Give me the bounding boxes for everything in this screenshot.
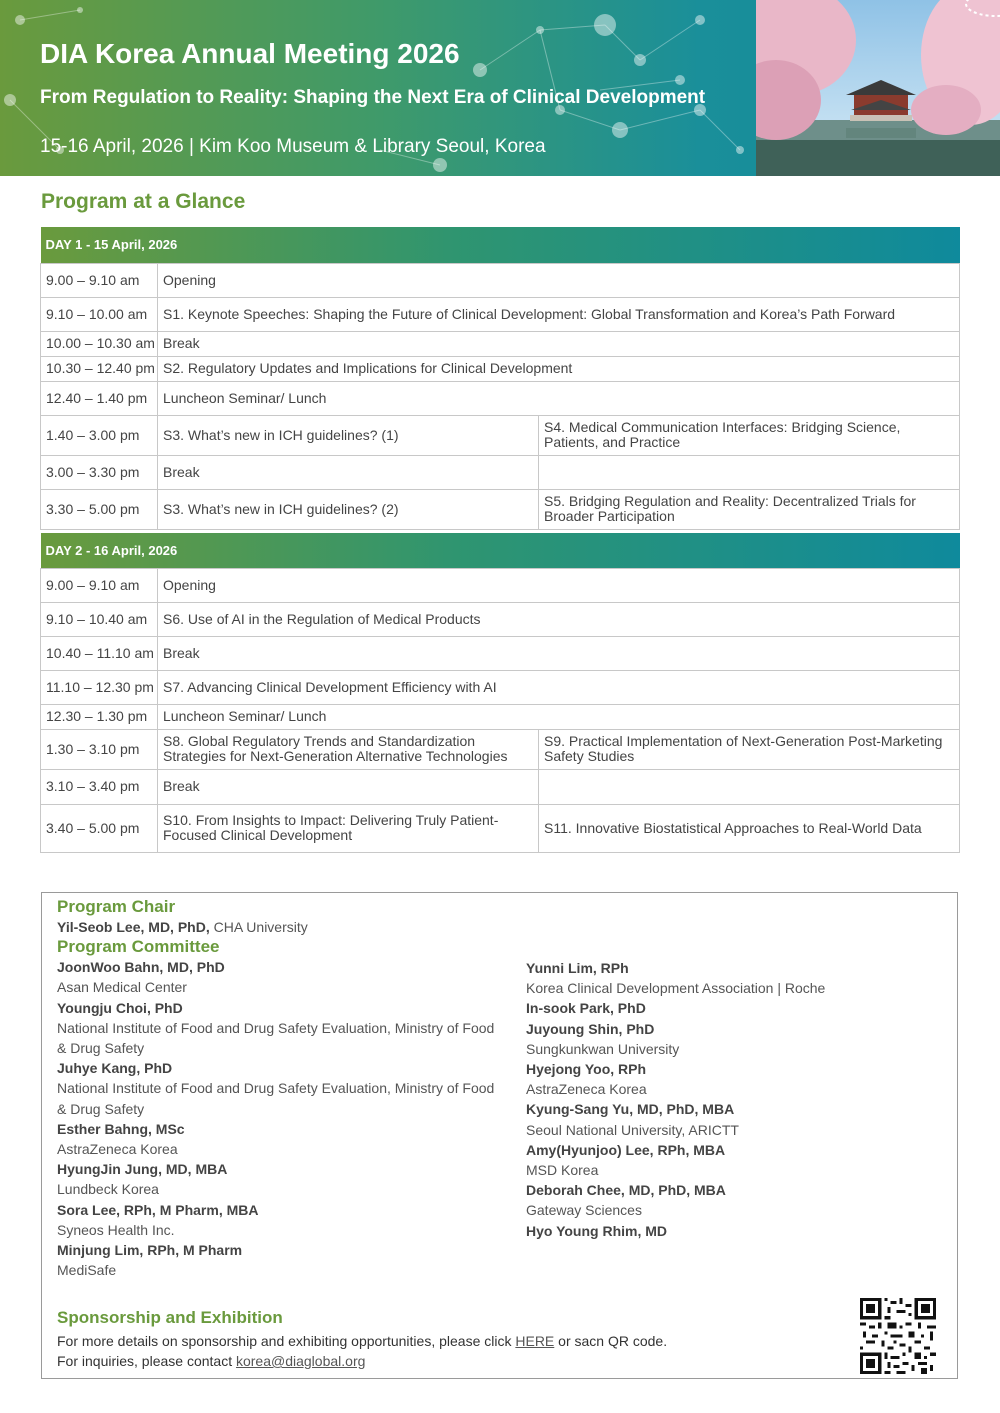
committee-sponsorship-box [41, 892, 958, 1379]
table-row [41, 331, 960, 356]
chair-affiliation: CHA University [213, 919, 308, 935]
member-name: Minjung Lim, RPh, M Pharm [57, 1242, 243, 1259]
member-entry [526, 998, 946, 1018]
member-entry [526, 1019, 946, 1059]
session-cell: Break [158, 455, 539, 489]
member-affiliation: Lundbeck Korea [57, 1181, 159, 1198]
time-cell: 9.10 – 10.00 am [41, 297, 158, 331]
table-row [41, 455, 960, 489]
event-title: DIA Korea Annual Meeting 2026 [40, 38, 460, 69]
time-cell: 9.00 – 9.10 am [41, 568, 158, 602]
session-cell-parallel: S11. Innovative Biostatistical Approaches to Real-World Data [539, 804, 960, 852]
table-row [41, 602, 960, 636]
member-name: Juyoung Shin, PhD [526, 1020, 655, 1037]
member-name: HyungJin Jung, MD, MBA [57, 1161, 228, 1178]
member-entry [526, 958, 946, 998]
member-entry [57, 1058, 497, 1119]
member-affiliation: AstraZeneca Korea [526, 1081, 647, 1098]
table-row [41, 704, 960, 729]
time-cell: 3.30 – 5.00 pm [41, 489, 158, 529]
program-glance-title: Program at a Glance [41, 190, 246, 213]
time-cell: 11.10 – 12.30 pm [41, 670, 158, 704]
program-chair-heading: Program Chair [57, 897, 176, 916]
member-entry [526, 1059, 946, 1099]
session-cell: S3. What’s new in ICH guidelines? (1) [158, 415, 539, 455]
time-cell: 1.30 – 3.10 pm [41, 729, 158, 769]
time-cell: 9.00 – 9.10 am [41, 263, 158, 297]
member-name: Juhye Kang, PhD [57, 1060, 173, 1077]
member-entry [57, 1200, 497, 1240]
session-cell-parallel [539, 455, 960, 489]
member-entry [57, 1240, 497, 1280]
member-affiliation: National Institute of Food and Drug Safety Evaluation, Ministry of Food & Drug Safety [57, 1080, 495, 1117]
session-cell: Luncheon Seminar/ Lunch [158, 381, 960, 415]
table-row [41, 415, 960, 455]
session-cell: Opening [158, 568, 960, 602]
member-affiliation: AstraZeneca Korea [57, 1141, 178, 1158]
member-affiliation: Gateway Sciences [526, 1202, 642, 1219]
time-cell: 10.00 – 10.30 am [41, 331, 158, 356]
sponsorship-text: For more details on sponsorship and exhibiting opportunities, please click [57, 1333, 516, 1349]
qr-code-image[interactable] [860, 1298, 936, 1374]
time-cell: 1.40 – 3.00 pm [41, 415, 158, 455]
table-row [41, 489, 960, 529]
event-date-venue: 15-16 April, 2026 | Kim Koo Museum & Library Seoul, Korea [40, 136, 546, 157]
member-entry [526, 1180, 946, 1220]
member-name: Esther Bahng, MSc [57, 1120, 185, 1137]
member-affiliation: MSD Korea [526, 1162, 599, 1179]
session-cell-parallel [539, 769, 960, 804]
session-cell: S6. Use of AI in the Regulation of Medical Products [158, 602, 960, 636]
member-affiliation: Korea Clinical Development Association | Roche [526, 980, 826, 997]
member-entry [526, 1221, 946, 1241]
member-affiliation: Sungkunkwan University [526, 1040, 680, 1057]
inquiries-text: For inquiries, please contact [57, 1353, 236, 1369]
member-name: In-sook Park, PhD [526, 1000, 646, 1017]
session-cell: S8. Global Regulatory Trends and Standardization Strategies for Next-Generation Alternative Technologies [158, 729, 539, 769]
time-cell: 10.30 – 12.40 pm [41, 356, 158, 381]
inquiries-line [57, 1353, 365, 1369]
member-name: Yunni Lim, RPh [526, 960, 629, 976]
session-cell: S1. Keynote Speeches: Shaping the Future of Clinical Development: Global Transformation and Korea’s Path Forward [158, 297, 960, 331]
sponsorship-heading: Sponsorship and Exhibition [57, 1308, 283, 1327]
session-cell-parallel: S5. Bridging Regulation and Reality: Decentralized Trials for Broader Participation [539, 489, 960, 529]
table-row [41, 297, 960, 331]
session-cell: S7. Advancing Clinical Development Efficiency with AI [158, 670, 960, 704]
palace-cherry-blossom-image [756, 0, 1000, 176]
member-name: JoonWoo Bahn, MD, PhD [57, 959, 225, 976]
day2-schedule-table [40, 533, 960, 853]
member-entry [526, 1140, 946, 1180]
session-cell: Luncheon Seminar/ Lunch [158, 704, 960, 729]
event-subtitle: From Regulation to Reality: Shaping the Next Era of Clinical Development [40, 87, 706, 108]
day1-header-row [41, 227, 960, 263]
table-row [41, 381, 960, 415]
session-cell: S2. Regulatory Updates and Implications for Clinical Development [158, 356, 960, 381]
session-cell: S10. From Insights to Impact: Delivering Truly Patient-Focused Clinical Development [158, 804, 539, 852]
member-entry [526, 1099, 946, 1139]
time-cell: 3.40 – 5.00 pm [41, 804, 158, 852]
sponsorship-text-end: or sacn QR code. [554, 1333, 668, 1349]
member-entry [57, 1159, 497, 1199]
contact-email-link[interactable]: korea@diaglobal.org [235, 1353, 366, 1369]
table-row [41, 729, 960, 769]
member-name: Deborah Chee, MD, PhD, MBA [526, 1182, 726, 1199]
session-cell-parallel: S9. Practical Implementation of Next-Generation Post-Marketing Safety Studies [539, 729, 960, 769]
member-name: Hyo Young Rhim, MD [526, 1222, 668, 1239]
time-cell: 3.00 – 3.30 pm [41, 455, 158, 489]
session-cell-parallel: S4. Medical Communication Interfaces: Bridging Science, Patients, and Practice [539, 415, 960, 455]
member-affiliation: MediSafe [57, 1262, 117, 1279]
member-name: Kyung-Sang Yu, MD, PhD, MBA [526, 1101, 735, 1118]
table-row [41, 804, 960, 852]
program-committee-heading: Program Committee [57, 937, 220, 957]
sponsorship-details-line [57, 1333, 667, 1349]
header-banner [0, 0, 1000, 176]
time-cell: 12.30 – 1.30 pm [41, 704, 158, 729]
session-cell: Break [158, 636, 960, 670]
program-chair-entry [57, 917, 497, 937]
member-affiliation: Seoul National University, ARICTT [526, 1121, 739, 1138]
table-row [41, 263, 960, 297]
session-cell: Break [158, 769, 539, 804]
member-entry [57, 1119, 497, 1159]
time-cell: 9.10 – 10.40 am [41, 602, 158, 636]
table-row [41, 670, 960, 704]
member-entry [57, 998, 497, 1059]
day1-schedule-table [40, 227, 960, 530]
committee-right-column [526, 958, 946, 1241]
committee-left-column [57, 897, 497, 1280]
table-row [41, 356, 960, 381]
day1-label: DAY 1 - 15 April, 2026 [41, 227, 960, 263]
member-name: Sora Lee, RPh, M Pharm, MBA [57, 1201, 259, 1218]
day2-label: DAY 2 - 16 April, 2026 [41, 533, 960, 568]
session-cell: Break [158, 331, 960, 356]
table-row [41, 636, 960, 670]
sponsorship-here-link[interactable]: HERE [515, 1333, 555, 1349]
member-affiliation: National Institute of Food and Drug Safety Evaluation, Ministry of Food & Drug Safety [57, 1019, 495, 1057]
member-name: Amy(Hyunjoo) Lee, RPh, MBA [526, 1141, 726, 1158]
member-affiliation: Asan Medical Center [57, 979, 187, 996]
member-name: Hyejong Yoo, RPh [526, 1061, 647, 1078]
session-cell: S3. What’s new in ICH guidelines? (2) [158, 489, 539, 529]
member-name: Youngju Choi, PhD [57, 999, 183, 1016]
time-cell: 10.40 – 11.10 am [41, 636, 158, 670]
time-cell: 12.40 – 1.40 pm [41, 381, 158, 415]
member-entry [57, 957, 497, 997]
time-cell: 3.10 – 3.40 pm [41, 769, 158, 804]
session-cell: Opening [158, 263, 960, 297]
member-affiliation: Syneos Health Inc. [57, 1221, 175, 1238]
day2-header-row [41, 533, 960, 568]
table-row [41, 568, 960, 602]
table-row [41, 769, 960, 804]
chair-name: Yil-Seob Lee, MD, PhD, [57, 919, 210, 935]
